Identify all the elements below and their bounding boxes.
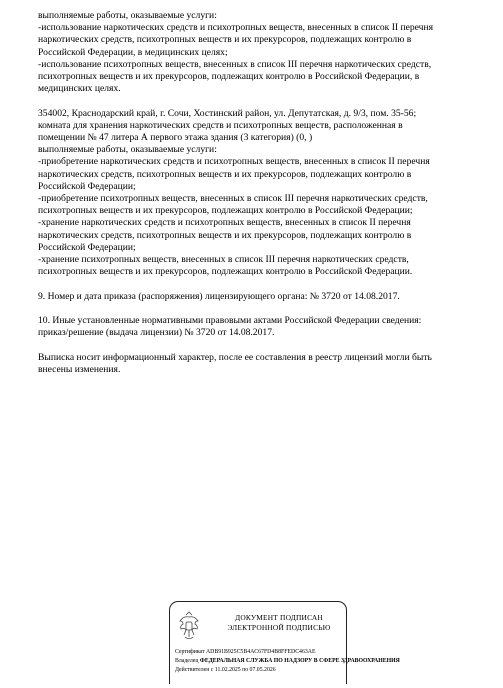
text-line: 354002, Краснодарский край, г. Сочи, Хостинский район, ул. Депутатская, д. 9/3, пом. 35-56; <box>38 107 417 119</box>
document-body <box>38 10 478 376</box>
text-line: психотропных веществ и их прекурсоров, подлежащих контролю в Российской Федерации. <box>38 266 413 278</box>
certificate-value: ADB91B925C5B4AC67FD4B8FFEDC463AE <box>205 649 316 655</box>
stamp-info <box>175 648 400 676</box>
owner-value: ФЕДЕРАЛЬНАЯ СЛУЖБА ПО НАДЗОРУ В СФЕРЕ ЗДРАВООХРАНЕНИЯ <box>199 658 400 665</box>
text-line: -хранение психотропных веществ, внесенных в список III перечня наркотических средств, <box>38 254 409 266</box>
text-line: Российской Федерации, в медицинских целях; <box>38 46 228 58</box>
text-line: Российской Федерации; <box>38 180 136 192</box>
text-line: -приобретение наркотических средств и психотропных веществ, внесенных в список II перечня <box>38 156 430 168</box>
text-line: психотропных веществ и их прекурсоров, подлежащих контролю в Российской Федерации; <box>38 205 413 217</box>
text-line: наркотических средств, психотропных веществ и их прекурсоров, подлежащих контролю в <box>38 34 412 46</box>
stamp-title <box>220 613 338 632</box>
owner-row <box>175 657 400 666</box>
text-line: -использование психотропных веществ, внесенных в список III перечня наркотических средств, <box>38 58 432 70</box>
paragraph-gap <box>38 339 478 351</box>
owner-label: Владелец <box>175 658 199 665</box>
text-line: выполняемые работы, оказываемые услуги: <box>38 144 217 156</box>
text-line: -приобретение психотропных веществ, внесенных в список III перечня наркотических средств, <box>38 193 428 205</box>
stamp-title-line1: ДОКУМЕНТ ПОДПИСАН <box>235 613 323 622</box>
text-line: Выписка носит информационный характер, после ее составления в реестр лицензий могли быть <box>38 351 432 363</box>
text-line: наркотических средств, психотропных веществ и их прекурсоров, подлежащих контролю в <box>38 168 412 180</box>
text-line: медицинских целях. <box>38 83 121 95</box>
validity-row: Действителен с 11.02.2025 по 07.05.2026 <box>175 667 276 674</box>
text-line: наркотических средств, психотропных веществ и их прекурсоров, подлежащих контролю в <box>38 229 412 241</box>
text-line: внесены изменения. <box>38 363 121 375</box>
text-line: 10. Иные установленные нормативными правовыми актами Российской Федерации сведения: <box>38 315 422 327</box>
certificate-label: Сертификат <box>175 649 205 655</box>
text-line: 9. Номер и дата приказа (распоряжения) лицензирующего органа: № 3720 от 14.08.2017. <box>38 290 400 302</box>
russian-coat-of-arms-icon <box>177 611 201 641</box>
text-line: выполняемые работы, оказываемые услуги: <box>38 10 217 21</box>
text-line: психотропных веществ и их прекурсоров, подлежащих контролю в Российской Федерации, в <box>38 71 420 83</box>
text-line: Российской Федерации; <box>38 241 136 253</box>
text-line: -использование наркотических средств и психотропных веществ, внесенных в список II перечня <box>38 22 434 34</box>
paragraph-gap <box>38 303 478 315</box>
paragraph-gap <box>38 278 478 290</box>
text-line: приказ/решение (выдача лицензии) № 3720 от 14.08.2017. <box>38 327 275 339</box>
paragraph-gap <box>38 95 478 107</box>
text-line: комната для хранения наркотических средств и психотропных веществ, расположенная в <box>38 119 403 131</box>
text-line: -хранение наркотических средств и психотропных веществ, внесенных в список II перечня <box>38 217 411 229</box>
certificate-row <box>175 648 400 657</box>
electronic-signature-stamp <box>169 601 400 684</box>
stamp-title-line2: ЭЛЕКТРОННОЙ ПОДПИСЬЮ <box>227 622 331 632</box>
text-line: помещении № 47 литера А первого этажа здания (3 категория) (0, ) <box>38 132 313 144</box>
